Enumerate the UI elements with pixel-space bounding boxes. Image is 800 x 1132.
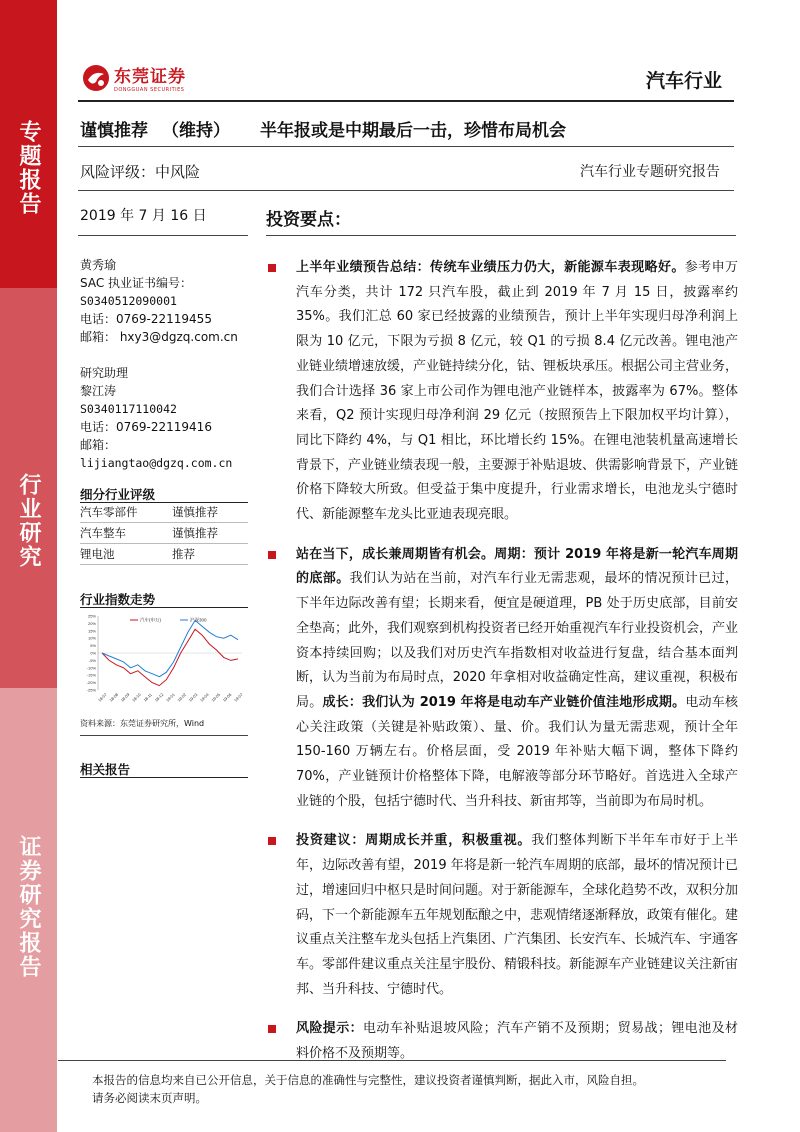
keypoints-rule [266,235,736,236]
risk-rule [78,190,734,191]
assistant-title: 研究助理 [80,366,129,380]
paragraph-growth-cycle: 站在当下，成长兼周期皆有机会。周期：预计 2019 年将是新一轮汽车周期的底部。我们认为站在当前，对汽车行业无需悲观，最坏的情况预计已过，下半年边际改善有望；长期来看，便宜是硬道理，PB 处于历史底部，目前安全垫高；此外，我们观察到机构投资者已经开始重视汽车行业投资机会，产业资本持续回购；以及我们对历史汽车指数相对收益进行复盘，结合基本面判断，认为当前为布局时点，2020 年拿相对收益确定性高，建议重视，积极布局。成长：我们认为 2019 年将是电动车产业链价值洼地形成期。电动车核心关注政策（关键是补贴政策）、量、价。我们认为量无需悲观，预计全年 150-160 万辆左右。价格层面，受 2019 年补贴大幅下调，整体下降约 70%，产业链预计价格整体下降，电解液等部分环节略好。首选进入全球产业链的个股，包括宁德时代、当升科技、新宙邦等，当前即为布局时机。 [266,543,738,815]
analyst-sac-label: SAC 执业证书编号： [80,276,193,290]
y-tick-label: 25% [87,613,96,619]
sub-rating-table [80,502,248,565]
analyst-email: 邮箱： hxy3@dgzq.com.cn [80,330,238,344]
x-tick-label: 19-01 [164,691,176,703]
index-trend-title: 行业指数走势 [80,592,156,607]
bullet-icon [268,551,276,559]
y-tick-label: 20% [87,620,96,626]
header-rule [78,100,734,102]
logo-name-cn: 东莞证券 [114,67,186,87]
y-tick-label: 10% [87,635,96,641]
x-tick-label: 18-09 [119,691,131,703]
paragraph-risk-warning: 风险提示：电动车补贴退坡风险；汽车产销不及预期；贸易战；锂电池及材料价格不及预期等。 [266,1017,738,1066]
y-tick-label: 0% [90,650,96,656]
key-points-title: 投资要点： [266,210,351,230]
assistant-name: 黎江涛 [80,384,117,398]
y-tick-label: 5% [90,643,96,649]
x-tick-label: 19-03 [187,691,199,703]
bullet-icon [268,264,276,272]
x-tick-label: 18-12 [153,691,165,703]
logo-name-en: DONGGUAN SECURITIES [114,87,185,93]
x-tick-label: 18-11 [142,692,153,703]
title-rule [78,146,734,147]
risk-rating: 风险评级：中风险 [80,163,201,181]
date-rule [78,235,248,236]
assistant-phone: 电话：0769-22119416 [80,420,212,434]
analyst-phone: 电话：0769-22119455 [80,312,212,326]
logo-icon [82,64,110,92]
company-logo [82,62,186,93]
related-reports-title: 相关报告 [80,762,131,777]
legend-label: 汽车(申万) [140,617,161,623]
headline: 半年报或是中期最后一击，珍惜布局机会 [260,121,566,141]
x-tick-label: 18-07 [96,691,108,703]
bullet-icon [268,1025,276,1033]
chart-source: 资料来源：东莞证券研究所，Wind [80,719,205,728]
series-line-auto-sw [102,629,238,685]
source-rule [80,735,248,736]
report-date: 2019 年 7 月 16 日 [80,208,207,224]
assistant-email-label: 邮箱： [80,438,117,452]
y-tick-label: -25% [86,687,96,693]
side-banner [0,0,57,1132]
x-tick-label: 19-05 [210,691,222,703]
disclaimer: 本报告的信息均来自已公开信息，关于信息的准确性与完整性，建议投资者谨慎判断，据此入市，风险自担。 请务必阅读末页声明。 [92,1073,644,1105]
x-tick-label: 18-10 [130,691,142,703]
key-points-body [266,256,738,1082]
related-reports-rule [80,777,248,778]
side-label-special-report: 专题报告 [0,0,57,288]
side-label-industry-research: 行业研究 [0,288,57,688]
table-row: 锂电池 推荐 [80,544,248,565]
sub-rating-title: 细分行业评级 [80,487,156,502]
x-tick-label: 19-02 [176,691,188,703]
industry-tag: 汽车行业 [645,70,722,92]
y-tick-label: -5% [88,657,96,663]
table-row: 汽车整车 谨慎推荐 [80,523,248,544]
y-tick-label: -15% [86,672,96,678]
y-tick-label: -10% [86,665,96,671]
analyst-sac-no: S0340512090001 [80,294,177,308]
x-tick-label: 18-08 [108,691,120,703]
bullet-icon [268,837,276,845]
y-tick-label: 15% [87,628,96,634]
paragraph-investment-advice: 投资建议：周期成长并重，积极重视。我们整体判断下半年车市好于上半年，边际改善有望，2019 年将是新一轮汽车周期的底部，最坏的情况预计已过，增速回归中枢只是时间问题。对于新能源车，全球化趋势不改，双积分加码，下一个新能源车五年规划酝酿之中，悲观情绪逐渐释放，政策有催化。建议重点关注整车龙头包括上汽集团、广汽集团、长安汽车、长城汽车、宇通客车。零部件建议重点关注星宇股份、精锻科技。新能源车产业链建议关注新宙邦、当升科技、宁德时代。 [266,829,738,1002]
paragraph-earnings-summary: 上半年业绩预告总结：传统车业绩压力仍大，新能源车表现略好。参考申万汽车分类，共计 172 只汽车股，截止到 2019 年 7 月 15 日，披露率约 35%。我们汇总 60 家已经披露的业绩预告，预计上半年实现归母净利润上限为 10 亿元，下限为亏损 8 亿元，较 Q1 的亏损 8.4 亿元改善。锂电池产业链业绩增速放缓，产业链持续分化，钴、锂板块承压。根据公司主营业务，我们合计选择 36 家上市公司作为锂电池产业链样本，披露率为 67%。整体来看，Q2 预计实现归母净利润 29 亿元（按照预告上下限加权平均计算），同比下降约 4%，与 Q1 相比，环比增长约 15%。在锂电池装机量高速增长背景下，产业链业绩表现一般，主要源于补贴退坡、供需影响背景下，产业链价格下降较大所致。但受益于集中度提升，行业需求增长，电池龙头宁德时代、新能源整车龙头比亚迪表现亮眼。 [266,256,738,528]
x-tick-label: 19-07 [232,691,244,703]
report-type: 汽车行业专题研究报告 [580,164,720,180]
table-row: 汽车零部件 谨慎推荐 [80,502,248,523]
analyst-name: 黄秀瑜 [80,258,117,272]
report-title [80,116,566,141]
y-tick-label: -20% [86,680,96,686]
assistant-email: lijiangtao@dgzq.com.cn [80,456,233,470]
x-tick-label: 19-06 [221,691,233,703]
side-label-securities-report: 证券研究报告 [0,688,57,1132]
index-trend-chart [80,612,248,707]
index-trend-rule [80,607,248,608]
x-tick-label: 19-04 [198,691,210,703]
recommendation: 谨慎推荐 [80,121,148,141]
assistant-sac-no: S0340117110042 [80,402,177,416]
analyst-info [80,256,248,472]
legend-label: 沪深300 [190,617,207,623]
recommendation-status: （维持） [162,121,230,141]
series-line-hs300 [102,620,238,676]
